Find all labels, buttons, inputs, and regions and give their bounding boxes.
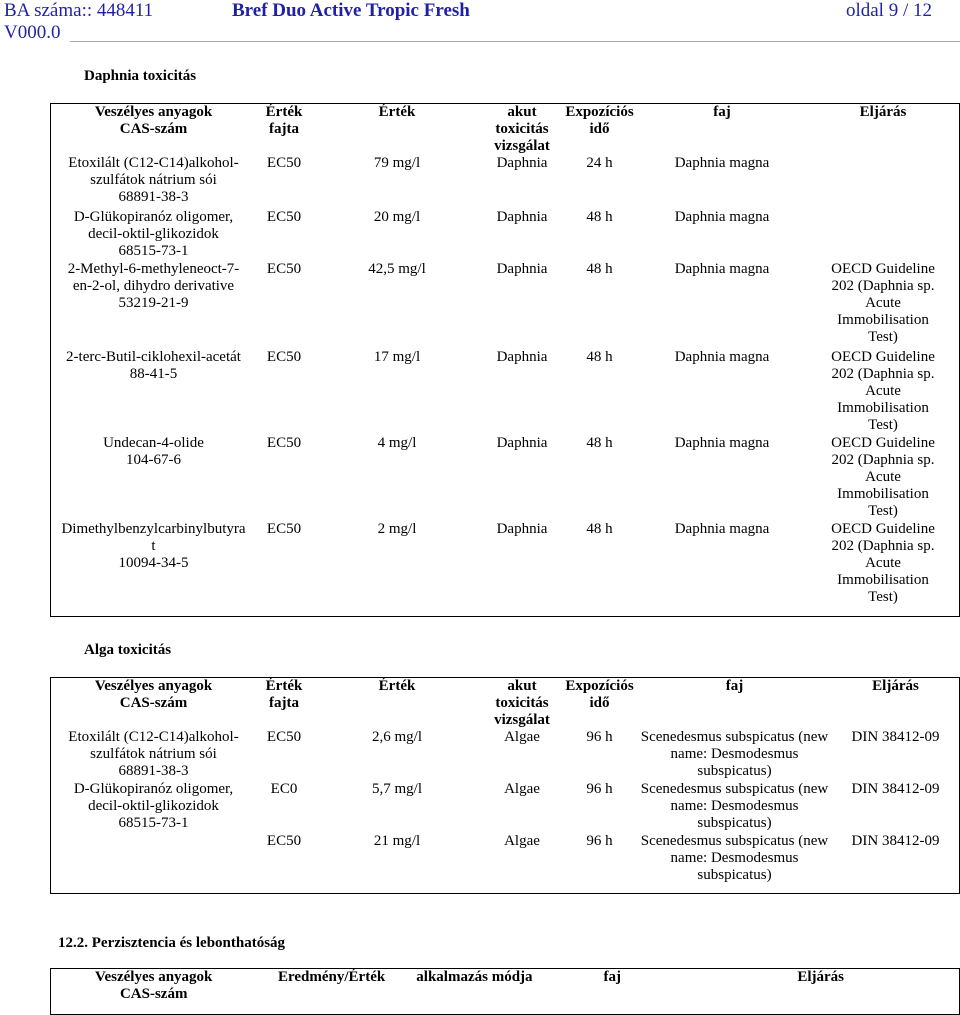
daphnia-row — [51, 261, 959, 349]
alga-cell-value: 2,6 mg/l — [371, 729, 422, 745]
daphnia-title: Daphnia toxicitás — [84, 68, 197, 84]
alga-cell-method: DIN 38412-09 — [851, 729, 940, 745]
alga-row — [51, 833, 959, 889]
alga-header-6: Eljárás — [872, 678, 919, 694]
header-divider — [70, 41, 960, 42]
daphnia-cell-method: OECD Guideline 202 (Daphnia sp. Acute Immobilisation Test) — [831, 521, 935, 605]
product-name: Bref Duo Active Tropic Fresh — [232, 0, 470, 21]
version: V000.0 — [4, 22, 61, 43]
daphnia-cell-method — [807, 209, 959, 261]
alga-cell-value: 21 mg/l — [373, 833, 421, 849]
daphnia-cell-substance: 2-terc-Butil-ciklohexil-acetát 88-41-5 — [66, 349, 241, 382]
alga-cell-species: Scenedesmus subspicatus (new name: Desmodesmus subspicatus) — [640, 729, 829, 779]
daphnia-header-0: Veszélyes anyagok CAS-szám — [94, 104, 213, 137]
daphnia-row — [51, 349, 959, 435]
daphnia-cell-type: EC50 — [266, 261, 302, 277]
alga-cell-time: 96 h — [586, 781, 613, 797]
daphnia-cell-value: 2 mg/l — [377, 521, 417, 537]
daphnia-cell-substance: D-Glükopiranóz oligomer, decil-oktil-glikozidok 68515-73-1 — [73, 209, 234, 259]
daphnia-cell-value: 20 mg/l — [373, 209, 421, 225]
alga-cell-time: 96 h — [586, 729, 613, 745]
daphnia-cell-species: Daphnia magna — [674, 349, 770, 365]
alga-cell-test: Algae — [504, 781, 540, 797]
alga-cell-type: EC0 — [270, 781, 298, 797]
alga-row — [51, 781, 959, 833]
document-id — [4, 0, 153, 44]
daphnia-cell-method: OECD Guideline 202 (Daphnia sp. Acute Immobilisation Test) — [831, 435, 935, 519]
ba-number: BA száma:: 448411 — [4, 0, 154, 21]
daphnia-cell-test: Daphnia — [496, 261, 548, 277]
daphnia-cell-species: Daphnia magna — [674, 209, 770, 225]
daphnia-cell-value: 79 mg/l — [373, 155, 421, 171]
daphnia-header-row — [51, 104, 959, 155]
daphnia-cell-type: EC50 — [266, 435, 302, 451]
persistence-header-3: faj — [603, 969, 621, 985]
daphnia-cell-value: 42,5 mg/l — [368, 261, 426, 277]
alga-cell-test: Algae — [504, 729, 540, 745]
daphnia-cell-test: Daphnia — [496, 521, 548, 537]
alga-header-row — [51, 678, 959, 729]
alga-header-2: Érték — [378, 678, 416, 694]
daphnia-cell-substance: Undecan-4-olide 104-67-6 — [103, 435, 204, 468]
daphnia-cell-time: 24 h — [586, 155, 613, 171]
daphnia-cell-type: EC50 — [266, 155, 302, 171]
persistence-header-1: Eredmény/Érték — [277, 969, 386, 985]
daphnia-row — [51, 155, 959, 209]
alga-header-1: Érték fajta — [265, 678, 303, 711]
daphnia-cell-species: Daphnia magna — [674, 521, 770, 537]
daphnia-cell-species: Daphnia magna — [674, 261, 770, 277]
daphnia-header-3: akut toxicitás vizsgálat — [494, 104, 550, 154]
alga-cell-method: DIN 38412-09 — [851, 833, 940, 849]
daphnia-cell-time: 48 h — [586, 261, 613, 277]
alga-cell-substance: Etoxilált (C12-C14)alkohol- szulfátok nátrium sói 68891-38-3 — [68, 729, 239, 779]
alga-cell-type: EC50 — [266, 833, 302, 849]
daphnia-cell-substance: Dimethylbenzylcarbinylbutyra t 10094-34-5 — [61, 521, 246, 571]
alga-cell-substance — [51, 833, 256, 889]
alga-row — [51, 729, 959, 781]
daphnia-cell-test: Daphnia — [496, 209, 548, 225]
alga-table — [50, 677, 960, 894]
daphnia-cell-species: Daphnia magna — [674, 155, 770, 171]
daphnia-header-5: faj — [713, 104, 731, 120]
persistence-header-4: Eljárás — [797, 969, 845, 985]
daphnia-cell-value: 17 mg/l — [373, 349, 421, 365]
daphnia-table — [50, 103, 960, 617]
alga-cell-test: Algae — [504, 833, 540, 849]
daphnia-header-4: Expozíciós idő — [565, 104, 634, 137]
daphnia-cell-time: 48 h — [586, 209, 613, 225]
daphnia-cell-test: Daphnia — [496, 435, 548, 451]
alga-cell-type: EC50 — [266, 729, 302, 745]
persistence-header-2: alkalmazás módja — [416, 969, 533, 985]
daphnia-cell-time: 48 h — [586, 435, 613, 451]
daphnia-cell-species: Daphnia magna — [674, 435, 770, 451]
persistence-table — [50, 968, 960, 1015]
daphnia-cell-substance: 2-Methyl-6-methyleneoct-7- en-2-ol, dihydro derivative 53219-21-9 — [67, 261, 240, 311]
daphnia-header-6: Eljárás — [859, 104, 907, 120]
daphnia-cell-type: EC50 — [266, 349, 302, 365]
alga-header-3: akut toxicitás vizsgálat — [494, 678, 550, 728]
persistence-title: 12.2. Perzisztencia és lebonthatóság — [58, 935, 286, 951]
daphnia-cell-method: OECD Guideline 202 (Daphnia sp. Acute Immobilisation Test) — [831, 261, 935, 345]
daphnia-cell-type: EC50 — [266, 521, 302, 537]
daphnia-cell-value: 4 mg/l — [377, 435, 417, 451]
daphnia-cell-time: 48 h — [586, 521, 613, 537]
alga-cell-species: Scenedesmus subspicatus (new name: Desmodesmus subspicatus) — [640, 781, 829, 831]
daphnia-cell-type: EC50 — [266, 209, 302, 225]
daphnia-cell-method — [807, 155, 959, 209]
alga-header-4: Expozíciós idő — [565, 678, 634, 711]
alga-cell-value: 5,7 mg/l — [371, 781, 422, 797]
alga-cell-species: Scenedesmus subspicatus (new name: Desmodesmus subspicatus) — [640, 833, 829, 883]
alga-title: Alga toxicitás — [84, 642, 172, 658]
daphnia-cell-time: 48 h — [586, 349, 613, 365]
daphnia-row — [51, 209, 959, 261]
daphnia-cell-substance: Etoxilált (C12-C14)alkohol- szulfátok nátrium sói 68891-38-3 — [68, 155, 239, 205]
daphnia-row — [51, 521, 959, 617]
alga-cell-substance: D-Glükopiranóz oligomer, decil-oktil-glikozidok 68515-73-1 — [73, 781, 234, 831]
daphnia-cell-method: OECD Guideline 202 (Daphnia sp. Acute Immobilisation Test) — [831, 349, 935, 433]
daphnia-header-1: Érték fajta — [265, 104, 303, 137]
alga-cell-method: DIN 38412-09 — [851, 781, 940, 797]
alga-header-5: faj — [725, 678, 744, 694]
persistence-header-row — [51, 969, 959, 1003]
daphnia-cell-test: Daphnia — [496, 349, 548, 365]
alga-cell-time: 96 h — [586, 833, 613, 849]
page-number: oldal 9 / 12 — [845, 0, 932, 21]
daphnia-header-2: Érték — [378, 104, 416, 120]
alga-header-0: Veszélyes anyagok CAS-szám — [94, 678, 213, 711]
page-header — [0, 0, 960, 44]
daphnia-row — [51, 435, 959, 521]
daphnia-cell-test: Daphnia — [496, 155, 548, 171]
persistence-header-0: Veszélyes anyagok CAS-szám — [95, 969, 213, 1002]
